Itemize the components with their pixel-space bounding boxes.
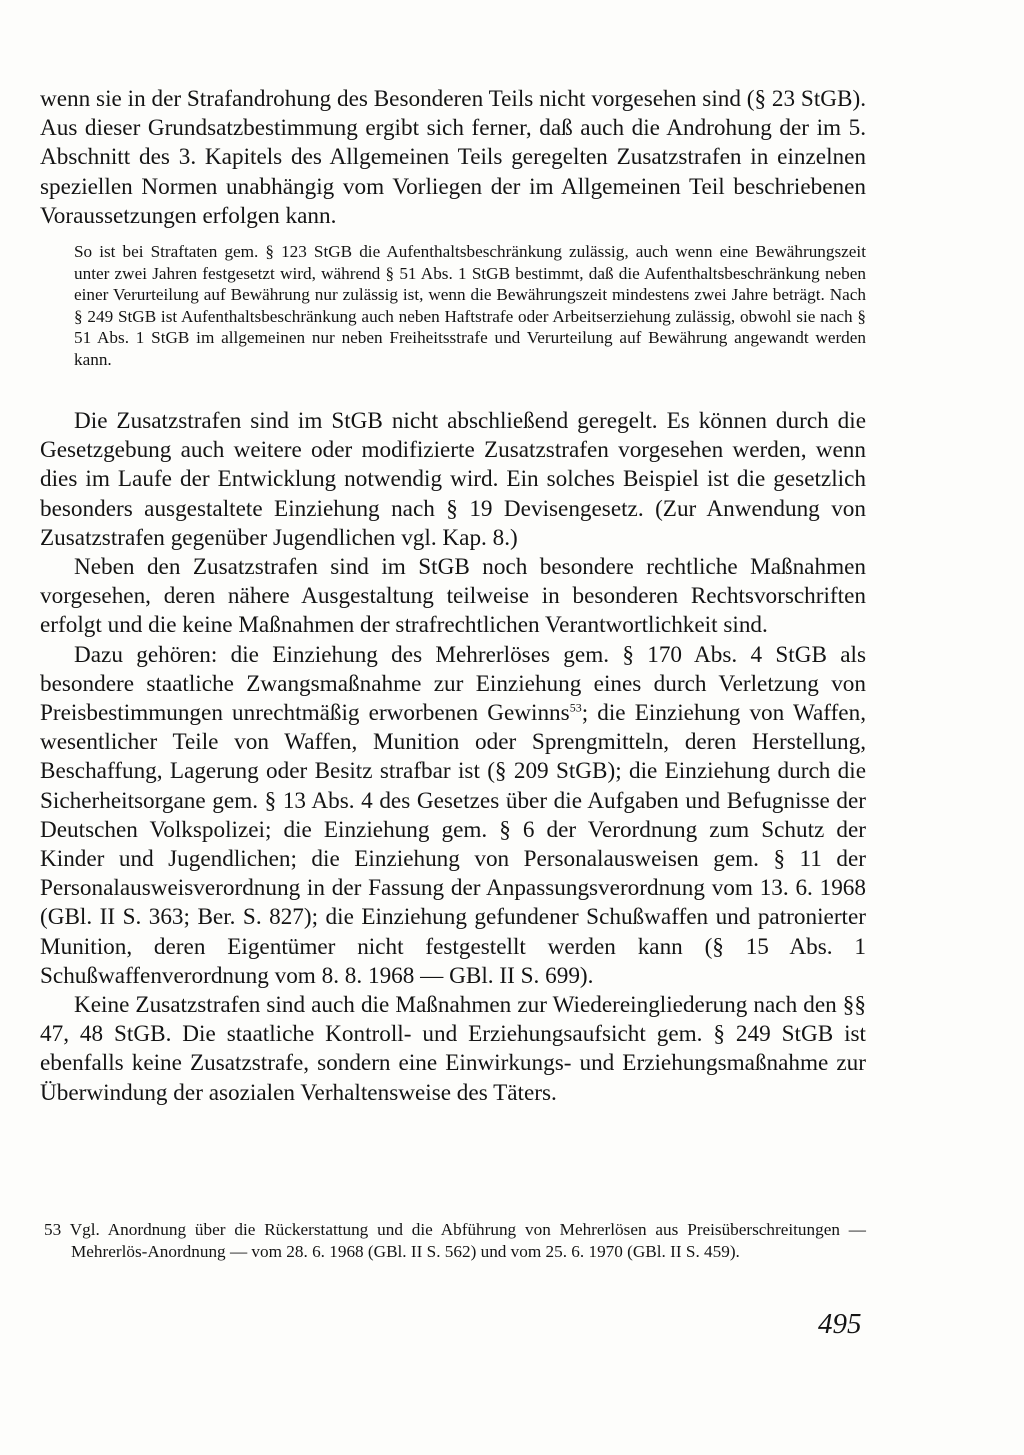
- footnote-reference: 53: [569, 700, 582, 715]
- footnote-block: [44, 1219, 866, 1262]
- paragraph-dazu-part1: Dazu gehören: die Einziehung des Mehrerlöses gem. § 170 Abs. 4 StGB als besondere staatliche Zwangsmaßnahme zur Einziehung eines durch Verletzung von Preisbestimmungen unrechtmäßig erworbenen Gewinns: [40, 641, 866, 727]
- main-body: [40, 407, 866, 1108]
- example-paragraph-block: [74, 241, 866, 370]
- footnote-text: Vgl. Anordnung über die Rückerstattung und die Abführung von Mehrerlösen aus Preisüberschreitungen — Mehrerlös-Anordnung — vom 28. 6. 1968 (GBl. II S. 562) und vom 25. 6. 1970 (GBl. II S. 459).: [69, 1220, 866, 1261]
- paragraph-massnahmen: Neben den Zusatzstrafen sind im StGB noch besondere rechtliche Maßnahmen vorgesehen, deren nähere Ausgestaltung teilweise in besonderen Rechtsvorschriften erfolgt und die keine Maßnahmen der strafrechtlichen Verantwortlichkeit sind.: [40, 554, 866, 639]
- paragraph-keine-zusatzstrafen: Keine Zusatzstrafen sind auch die Maßnahmen zur Wiedereingliederung nach den §§ 47, 48 StGB. Die staatliche Kontroll- und Erziehungsaufsicht gem. § 249 StGB ist ebenfalls keine Zusatzstrafe, sondern eine Einwirkungs- und Erziehungsmaßnahme zur Überwindung der asozialen Verhaltensweise des Täters.: [40, 992, 866, 1106]
- page-number: 495: [818, 1308, 862, 1340]
- intro-paragraph: wenn sie in der Strafandrohung des Besonderen Teils nicht vorgesehen sind (§ 23 StGB). Aus dieser Grundsatzbestimmung ergibt sich ferner, daß auch die Androhung der im 5. Abschnitt des 3. Kapitels des Allgemeinen Teils geregelten Zusatzstrafen in einzelnen speziellen Normen unabhängig vom Vorliegen der im Allgemeinen Teil beschriebenen Voraussetzungen erfolgen kann.: [40, 86, 866, 229]
- paragraph-dazu-gehoeren: [40, 641, 866, 991]
- intro-paragraph-block: [40, 85, 866, 231]
- paragraph-dazu-part2: ; die Einziehung von Waffen, wesentlicher Teile von Waffen, Munition oder Sprengmitteln, deren Herstellung, Beschaffung, Lagerung oder Besitz strafbar ist (§ 209 StGB); die Einziehung durch die Sicherheitsorgane gem. § 13 Abs. 4 des Gesetzes über die Aufgaben und Befugnisse der Deutschen Volkspolizei; die Einziehung gem. § 6 der Verordnung zum Schutz der Kinder und Jugendlichen; die Einziehung von Personalausweisen gem. § 11 der Personalausweisverordnung in der Fassung der Anpassungsverordnung vom 13. 6. 1968 (GBl. II S. 363; Ber. S. 827); die Einziehung gefundener Schußwaffen und patronierter Munition, deren Eigentümer nicht festgestellt werden kann (§ 15 Abs. 1 Schußwaffenverordnung vom 8. 8. 1968 — GBl. II S. 699).: [40, 700, 866, 989]
- example-paragraph: So ist bei Straftaten gem. § 123 StGB die Aufenthaltsbeschränkung zulässig, auch wenn eine Bewährungszeit unter zwei Jahren festgesetzt wird, während § 51 Abs. 1 StGB bestimmt, daß die Aufenthaltsbeschränkung neben einer Verurteilung auf Bewährung nur zulässig ist, wenn die Bewährungszeit mindestens zwei Jahre beträgt. Nach § 249 StGB ist Aufenthaltsbeschränkung auch neben Haftstrafe oder Arbeitserziehung zulässig, obwohl sie nach § 51 Abs. 1 StGB im allgemeinen nur neben Freiheitsstrafe und Verurteilung auf Bewährung angewandt werden kann.: [74, 242, 866, 369]
- paragraph-zusatzstrafen: Die Zusatzstrafen sind im StGB nicht abschließend geregelt. Es können durch die Gesetzgebung auch weitere oder modifizierte Zusatzstrafen vorgesehen werden, wenn dies im Laufe der Entwicklung notwendig wird. Ein solches Beispiel ist die gesetzlich besonders ausgestaltete Einziehung nach § 19 Devisengesetz. (Zur Anwendung von Zusatzstrafen gegenüber Jugendlichen vgl. Kap. 8.): [40, 408, 866, 551]
- footnote: [44, 1219, 866, 1262]
- footnote-number: 53: [44, 1220, 62, 1239]
